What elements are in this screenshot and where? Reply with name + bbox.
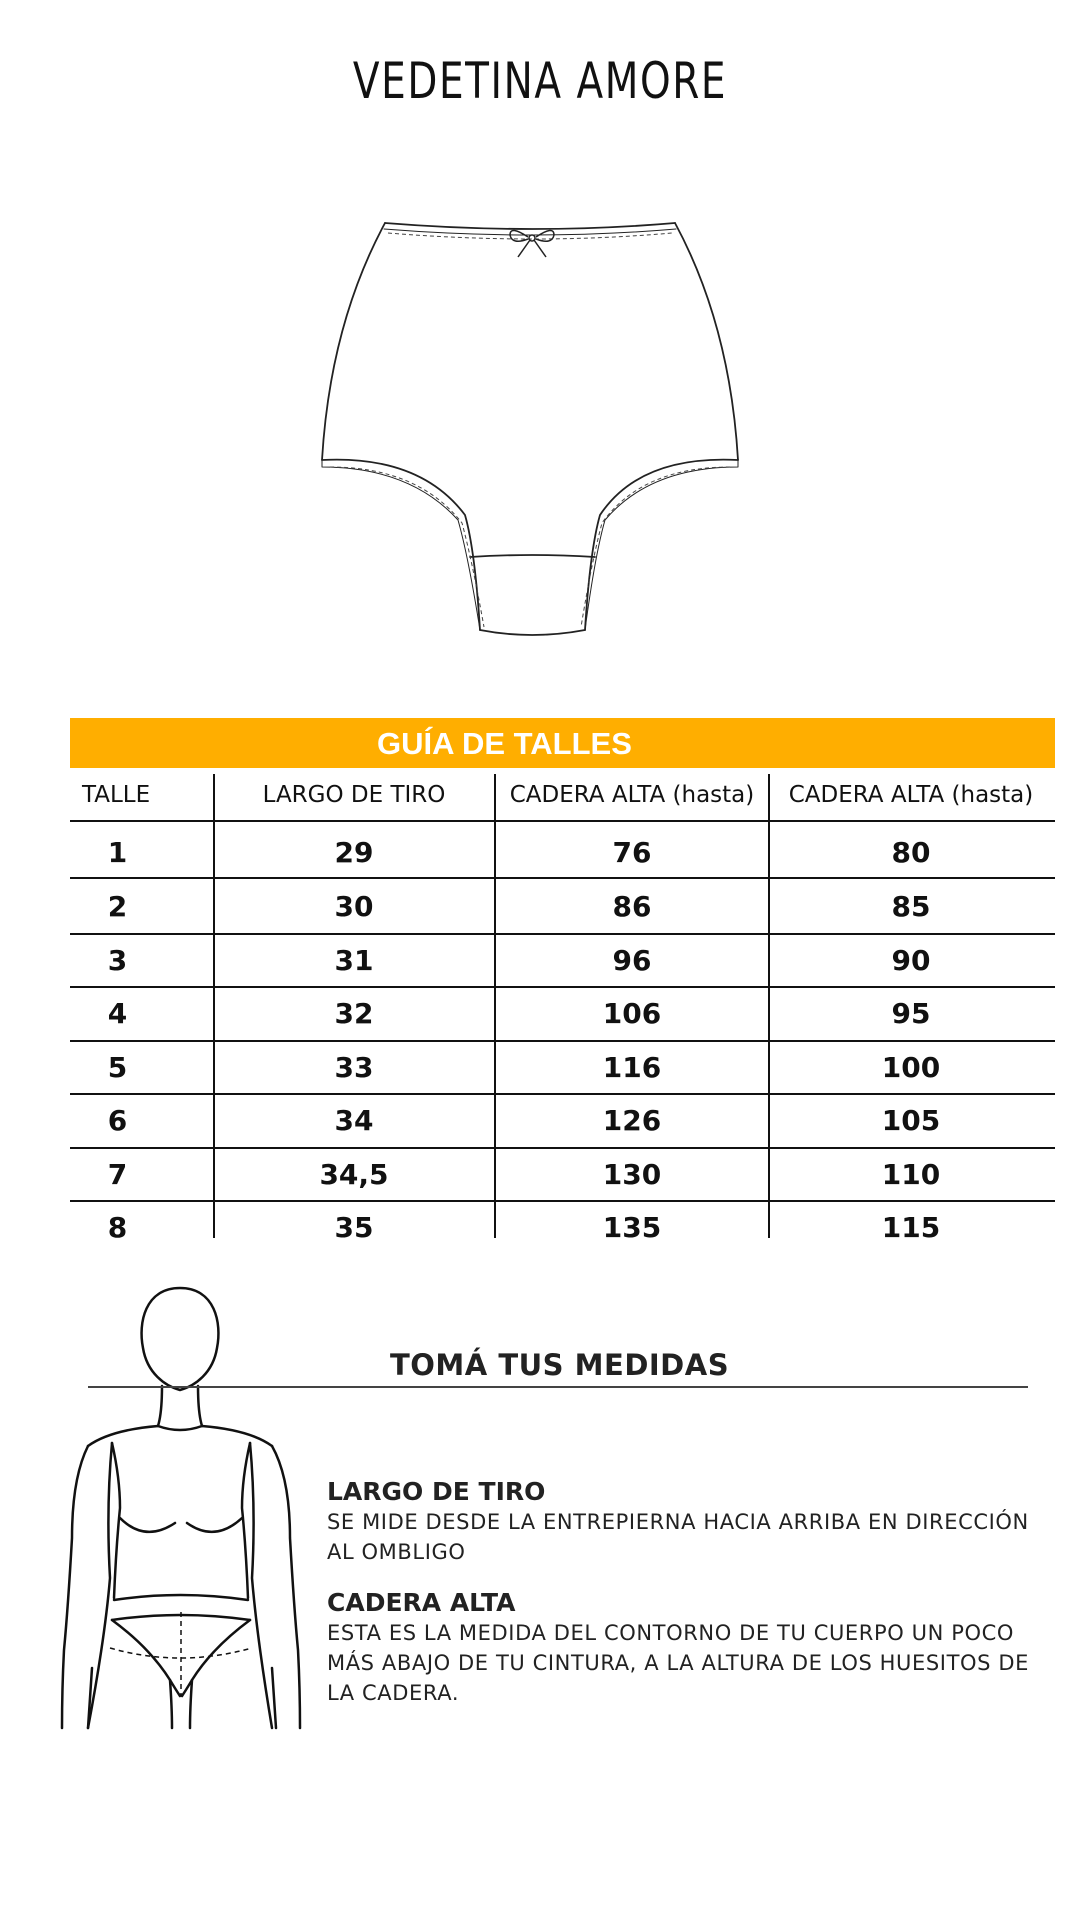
header-cadera-alta-2: CADERA ALTA (hasta) bbox=[788, 782, 1034, 808]
cadera-alta-heading: CADERA ALTA bbox=[327, 1588, 516, 1617]
product-title: VEDETINA AMORE bbox=[352, 52, 728, 110]
header-talle: TALLE bbox=[82, 782, 151, 808]
table-cell: 110 bbox=[881, 1158, 941, 1191]
table-cell: 106 bbox=[602, 997, 662, 1030]
table-cell: 7 bbox=[107, 1158, 128, 1191]
table-cell: 135 bbox=[602, 1211, 662, 1244]
table-cell: 95 bbox=[891, 997, 931, 1030]
size-table bbox=[70, 718, 1055, 1244]
largo-de-tiro-heading: LARGO DE TIRO bbox=[327, 1477, 546, 1506]
table-cell: 2 bbox=[107, 890, 128, 923]
table-cell: 34,5 bbox=[319, 1158, 389, 1191]
table-cell: 126 bbox=[602, 1104, 662, 1137]
size-grid bbox=[70, 768, 1055, 1244]
measurements-title: TOMÁ TUS MEDIDAS bbox=[390, 1348, 730, 1382]
table-cell: 1 bbox=[107, 836, 128, 869]
table-cell: 80 bbox=[891, 836, 931, 869]
size-guide-banner: GUÍA DE TALLES bbox=[70, 718, 1055, 768]
table-cell: 6 bbox=[107, 1104, 128, 1137]
measurements-divider bbox=[88, 1386, 1028, 1388]
table-cell: 34 bbox=[334, 1104, 374, 1137]
table-cell: 35 bbox=[334, 1211, 374, 1244]
table-cell: 8 bbox=[107, 1211, 128, 1244]
table-cell: 4 bbox=[107, 997, 128, 1030]
table-cell: 96 bbox=[612, 944, 652, 977]
table-cell: 30 bbox=[334, 890, 374, 923]
cadera-alta-description: ESTA ES LA MEDIDA DEL CONTORNO DE TU CUERPO UN POCO MÁS ABAJO DE TU CINTURA, A LA ALTURA DE LOS HUESITOS DE LA CADERA. bbox=[327, 1621, 1030, 1705]
table-cell: 115 bbox=[881, 1211, 941, 1244]
table-cell: 105 bbox=[881, 1104, 941, 1137]
table-cell: 76 bbox=[612, 836, 652, 869]
largo-de-tiro-description: SE MIDE DESDE LA ENTREPIERNA HACIA ARRIBA EN DIRECCIÓN AL OMBLIGO bbox=[327, 1510, 1029, 1564]
panty-illustration bbox=[300, 205, 770, 655]
table-cell: 31 bbox=[334, 944, 374, 977]
table-cell: 100 bbox=[881, 1051, 941, 1084]
table-cell: 3 bbox=[107, 944, 128, 977]
body-figure-illustration bbox=[50, 1278, 320, 1738]
table-cell: 116 bbox=[602, 1051, 662, 1084]
header-cadera-alta-1: CADERA ALTA (hasta) bbox=[509, 782, 755, 808]
table-cell: 29 bbox=[334, 836, 374, 869]
table-cell: 130 bbox=[602, 1158, 662, 1191]
table-cell: 33 bbox=[334, 1051, 374, 1084]
table-cell: 86 bbox=[612, 890, 652, 923]
table-cell: 32 bbox=[334, 997, 374, 1030]
table-cell: 90 bbox=[891, 944, 931, 977]
header-largo-de-tiro: LARGO DE TIRO bbox=[262, 782, 446, 808]
table-cell: 5 bbox=[107, 1051, 128, 1084]
table-cell: 85 bbox=[891, 890, 931, 923]
